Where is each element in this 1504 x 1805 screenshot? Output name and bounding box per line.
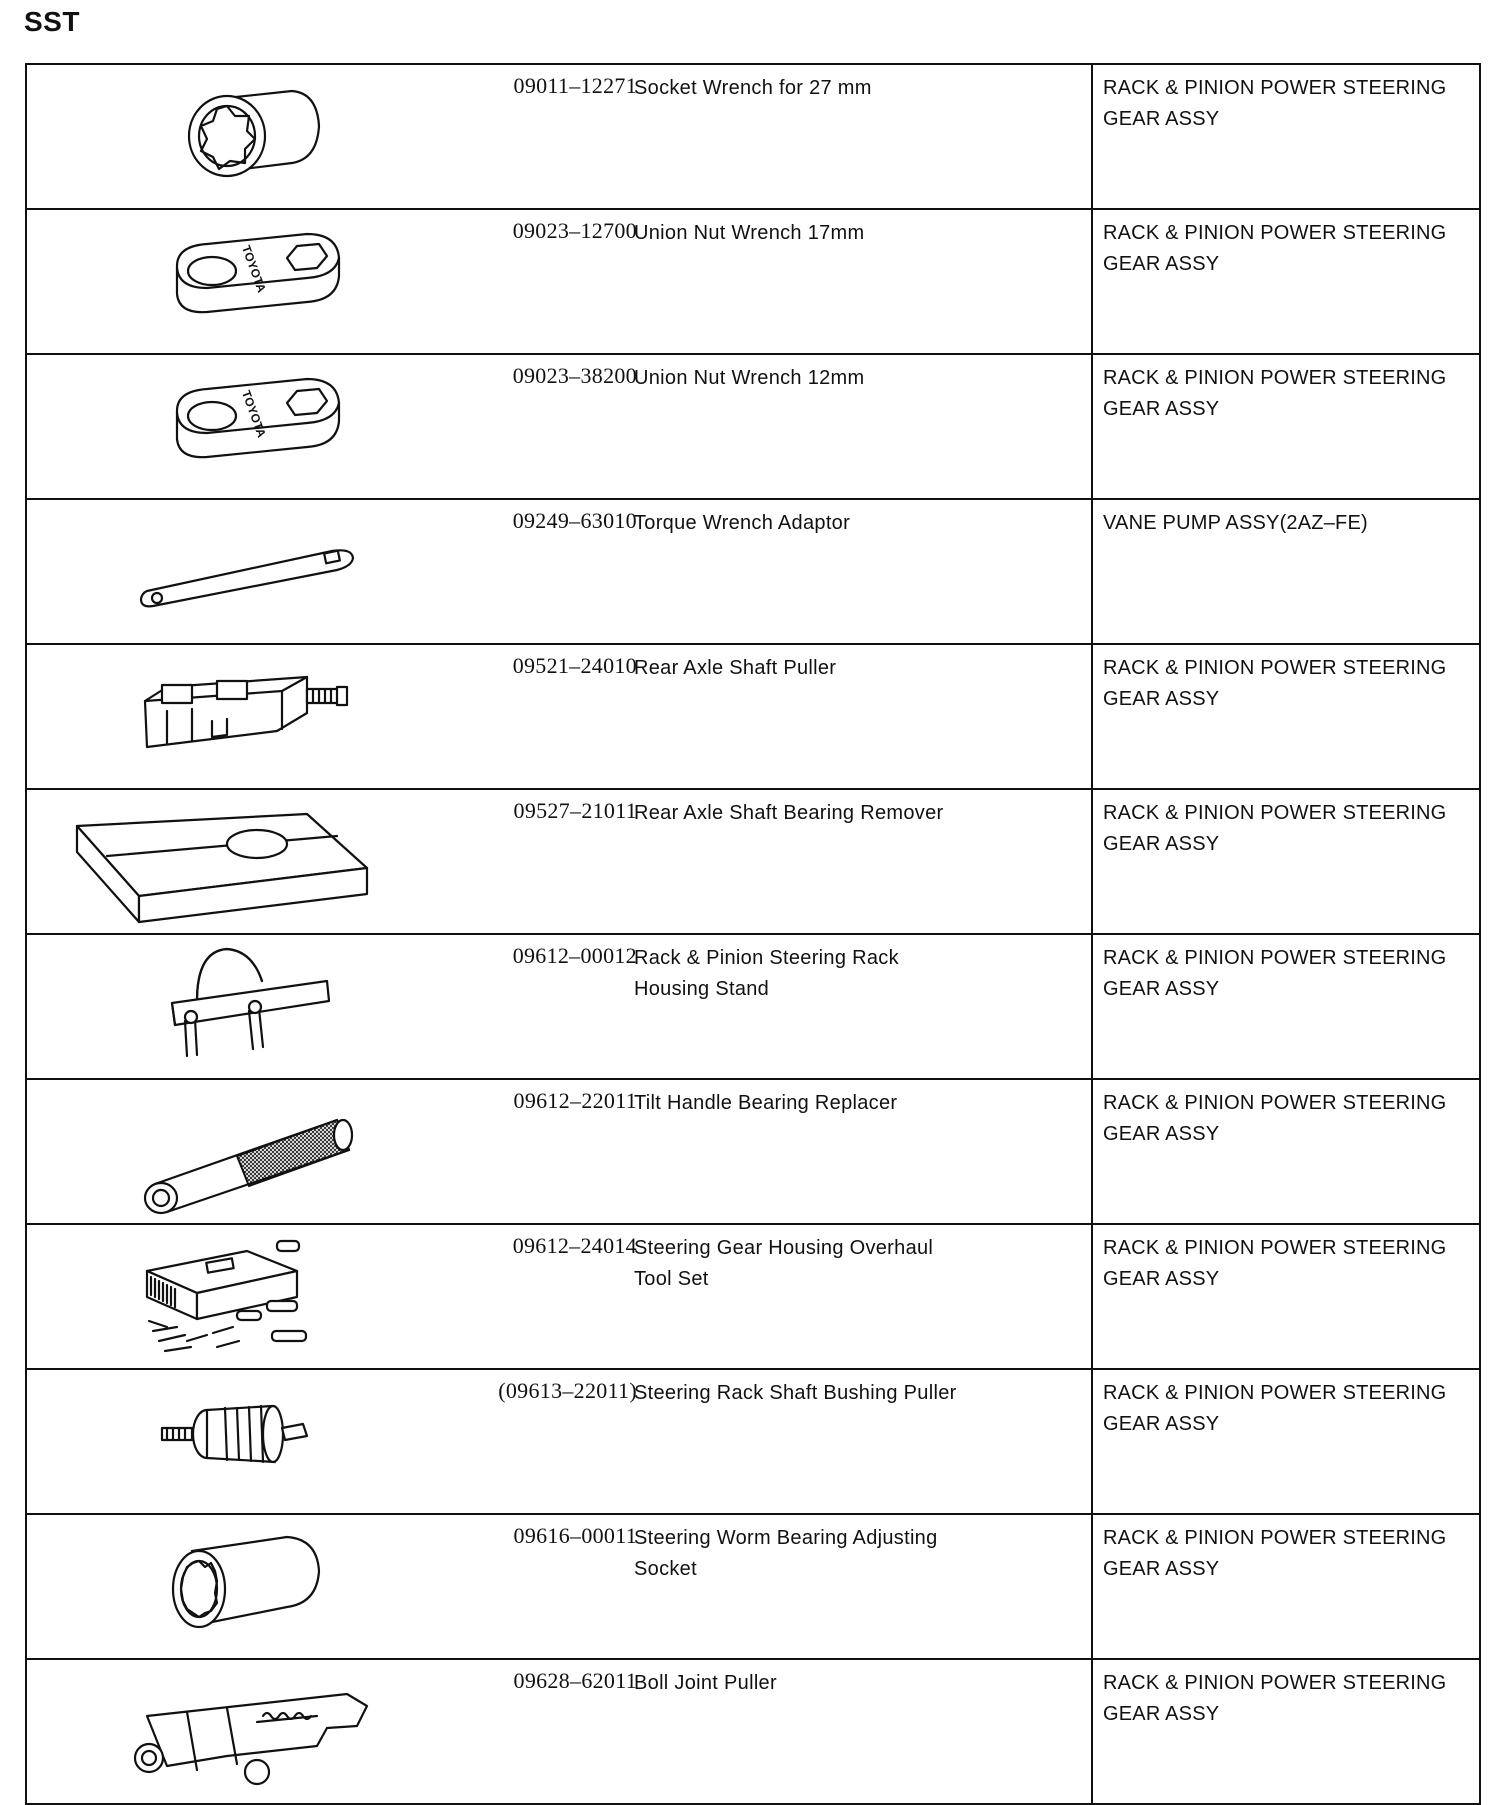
table-row bbox=[26, 1659, 1480, 1804]
tool-cell bbox=[26, 789, 1092, 934]
tool-cell bbox=[26, 1224, 1092, 1369]
tool-cell bbox=[26, 934, 1092, 1079]
table-row bbox=[26, 209, 1480, 354]
part-number: 09023–38200 bbox=[512, 363, 637, 388]
union-nut-wrench-icon bbox=[67, 361, 427, 491]
tool-name: Rear Axle Shaft Puller bbox=[634, 657, 837, 679]
tool-name: Union Nut Wrench 17mm bbox=[634, 222, 865, 244]
table-row bbox=[26, 1224, 1480, 1369]
tool-name: Union Nut Wrench 12mm bbox=[634, 367, 865, 389]
usage-text: RACK & PINION POWER STEERING GEAR ASSY bbox=[1103, 1237, 1447, 1290]
tool-name: Steering Gear Housing Overhaul Tool Set bbox=[634, 1237, 934, 1290]
union-nut-wrench-icon bbox=[67, 216, 427, 346]
adjusting-socket-icon bbox=[67, 1521, 427, 1651]
part-number: 09011–12271 bbox=[513, 73, 637, 98]
page-title: SST bbox=[24, 6, 80, 37]
usage-cell bbox=[1092, 1369, 1480, 1514]
usage-text: RACK & PINION POWER STEERING GEAR ASSY bbox=[1103, 77, 1447, 130]
tool-name: Boll Joint Puller bbox=[634, 1672, 777, 1694]
usage-text: RACK & PINION POWER STEERING GEAR ASSY bbox=[1103, 947, 1447, 1000]
usage-text: RACK & PINION POWER STEERING GEAR ASSY bbox=[1103, 1092, 1447, 1145]
usage-cell bbox=[1092, 934, 1480, 1079]
tool-cell bbox=[26, 1079, 1092, 1224]
part-number: 09521–24010 bbox=[512, 653, 637, 678]
part-number: 09628–62011 bbox=[513, 1668, 637, 1693]
usage-cell bbox=[1092, 499, 1480, 644]
usage-cell bbox=[1092, 354, 1480, 499]
usage-cell bbox=[1092, 64, 1480, 209]
usage-text: RACK & PINION POWER STEERING GEAR ASSY bbox=[1103, 1382, 1447, 1435]
table-row bbox=[26, 1369, 1480, 1514]
usage-cell bbox=[1092, 1079, 1480, 1224]
bushing-puller-icon bbox=[67, 1376, 427, 1506]
tool-name: Socket Wrench for 27 mm bbox=[634, 77, 872, 99]
usage-cell bbox=[1092, 789, 1480, 934]
part-number: 09249–63010 bbox=[512, 508, 637, 533]
tool-cell bbox=[26, 499, 1092, 644]
part-number: (09613–22011) bbox=[498, 1378, 637, 1403]
tool-name: Rack & Pinion Steering Rack Housing Stand bbox=[634, 947, 899, 1000]
usage-text: RACK & PINION POWER STEERING GEAR ASSY bbox=[1103, 802, 1447, 855]
part-number: 09616–00011 bbox=[513, 1523, 637, 1548]
usage-cell bbox=[1092, 1659, 1480, 1804]
table-row bbox=[26, 64, 1480, 209]
usage-text: RACK & PINION POWER STEERING GEAR ASSY bbox=[1103, 367, 1447, 420]
table-row bbox=[26, 1079, 1480, 1224]
bearing-remover-plate-icon bbox=[67, 796, 427, 926]
tool-cell bbox=[26, 644, 1092, 789]
table-row bbox=[26, 934, 1480, 1079]
usage-text: RACK & PINION POWER STEERING GEAR ASSY bbox=[1103, 1672, 1447, 1725]
part-number: 09527–21011 bbox=[513, 798, 637, 823]
tool-cell bbox=[26, 1369, 1092, 1514]
usage-text: RACK & PINION POWER STEERING GEAR ASSY bbox=[1103, 657, 1447, 710]
tool-name: Torque Wrench Adaptor bbox=[634, 512, 851, 534]
ball-joint-puller-icon bbox=[67, 1666, 427, 1796]
usage-cell bbox=[1092, 1224, 1480, 1369]
tool-set-icon bbox=[67, 1231, 427, 1361]
usage-text: VANE PUMP ASSY(2AZ–FE) bbox=[1103, 512, 1368, 534]
tool-name: Rear Axle Shaft Bearing Remover bbox=[634, 802, 944, 824]
tool-name: Steering Worm Bearing Adjusting Socket bbox=[634, 1527, 938, 1580]
tool-name: Tilt Handle Bearing Replacer bbox=[634, 1092, 898, 1114]
usage-cell bbox=[1092, 209, 1480, 354]
axle-shaft-puller-icon bbox=[67, 651, 427, 781]
part-number: 09023–12700 bbox=[512, 218, 637, 243]
svg-text:TOYOTA: TOYOTA bbox=[238, 388, 269, 440]
svg-text:TOYOTA: TOYOTA bbox=[238, 243, 269, 295]
usage-cell bbox=[1092, 1514, 1480, 1659]
table-row bbox=[26, 1514, 1480, 1659]
sst-table bbox=[25, 63, 1481, 1805]
housing-stand-icon bbox=[67, 941, 427, 1071]
tool-cell bbox=[26, 1514, 1092, 1659]
torque-wrench-adaptor-icon bbox=[67, 506, 427, 636]
usage-cell bbox=[1092, 644, 1480, 789]
usage-text: RACK & PINION POWER STEERING GEAR ASSY bbox=[1103, 1527, 1447, 1580]
table-row bbox=[26, 789, 1480, 934]
usage-text: RACK & PINION POWER STEERING GEAR ASSY bbox=[1103, 222, 1447, 275]
tool-cell bbox=[26, 354, 1092, 499]
table-row bbox=[26, 354, 1480, 499]
table-row bbox=[26, 644, 1480, 789]
tool-cell bbox=[26, 64, 1092, 209]
part-number: 09612–00012 bbox=[512, 943, 637, 968]
part-number: 09612–24014 bbox=[512, 1233, 637, 1258]
socket-wrench-icon bbox=[67, 71, 427, 201]
tool-cell bbox=[26, 209, 1092, 354]
tool-name: Steering Rack Shaft Bushing Puller bbox=[634, 1382, 957, 1404]
part-number: 09612–22011 bbox=[513, 1088, 637, 1113]
bearing-replacer-icon bbox=[67, 1086, 427, 1216]
tool-cell bbox=[26, 1659, 1092, 1804]
table-row bbox=[26, 499, 1480, 644]
